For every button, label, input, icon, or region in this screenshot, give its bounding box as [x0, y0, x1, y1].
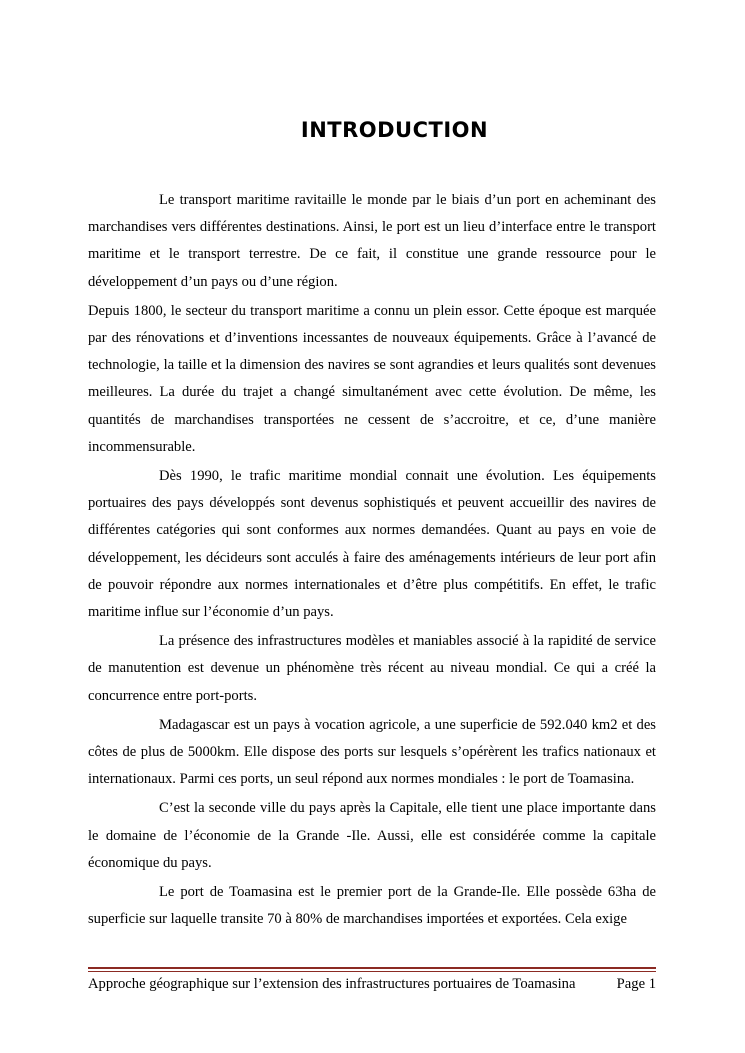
- footer-page-number: Page 1: [616, 976, 656, 992]
- page-title-text: INTRODUCTION: [300, 118, 489, 142]
- body-text: [88, 187, 656, 935]
- paragraph-4: La présence des infrastructures modèles et maniables associé à la rapidité de service de manutention est devenue un phénomène très récent au niveau mondial. Ce qui a créé la concurrence entre port-ports.: [88, 633, 656, 704]
- paragraph-5: Madagascar est un pays à vocation agricole, a une superficie de 592.040 km2 et des côtes de plus de 5000km. Elle dispose des ports sur lesquels s’opérèrent les trafics nationaux et internationaux. Parmi ces ports, un seul répond aux normes mondiales : le port de Toamasina.: [88, 716, 656, 788]
- paragraph-6: C’est la seconde ville du pays après la Capitale, elle tient une place importante dans le domaine de l’économie de la Grande -Ile. Aussi, elle est considérée comme la capitale économique du pays.: [88, 800, 656, 871]
- footer-document-title: Approche géographique sur l’extension des infrastructures portuaires de Toamasina: [88, 976, 576, 992]
- page-title: [0, 118, 745, 142]
- paragraph-2: Depuis 1800, le secteur du transport maritime a connu un plein essor. Cette époque est marquée par des rénovations et d’inventions incessantes de nouveaux équipements. Grâce à l’avancé de technologie, la taille et la dimension des navires se sont agrandies et leurs qualités sont devenues meilleures. La durée du trajet a changé simultanément avec cette évolution. De même, les quantités de marchandises transportées ne cessent de s’accroitre, et ce, d’une manière incommensurable.: [88, 302, 656, 455]
- paragraph-7: Le port de Toamasina est le premier port de la Grande-Ile. Elle possède 63ha de superficie sur laquelle transite 70 à 80% de marchandises importées et exportées. Cela exige: [88, 884, 656, 928]
- paragraph-3: Dès 1990, le trafic maritime mondial connait une évolution. Les équipements portuaires des pays développés sont devenus sophistiqués et peuvent accueillir des navires de différentes catégories qui sont conformes aux normes demandées. Quant au pays en voie de développement, les décideurs sont acculés à faire des aménagements intérieurs de leur port afin de pouvoir répondre aux normes internationales et d’être plus compétitifs. En effet, le trafic maritime influe sur l’économie d’un pays.: [88, 468, 656, 621]
- footer-divider-thin: [88, 971, 656, 972]
- footer-divider-thick: [88, 967, 656, 969]
- paragraph-1: Le transport maritime ravitaille le monde par le biais d’un port en acheminant des marchandises vers différentes destinations. Ainsi, le port est un lieu d’interface entre le transport maritime et le transport terrestre. De ce fait, il constitue une grande ressource pour le développement d’un pays ou d’une région.: [88, 192, 656, 290]
- page-footer: [88, 976, 656, 993]
